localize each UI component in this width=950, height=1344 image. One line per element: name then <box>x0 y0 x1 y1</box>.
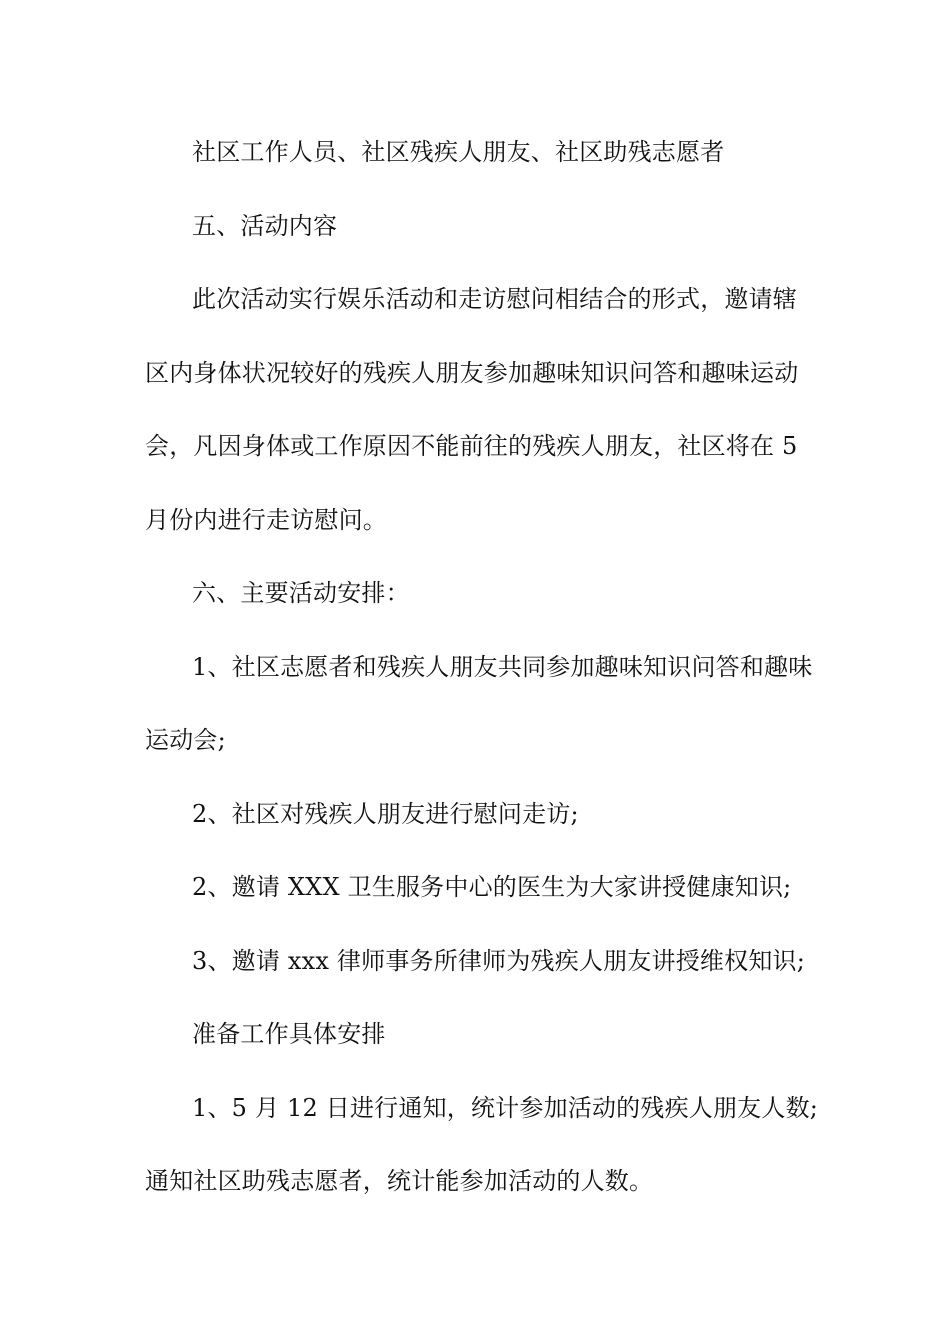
document-body <box>145 128 819 1231</box>
section-heading-preparation: 准备工作具体安排 <box>192 1020 386 1048</box>
section-heading-main-arrangements: 六、主要活动安排： <box>192 579 410 607</box>
paragraph-line-activity-2: 区内身体状况较好的残疾人朋友参加趣味知识问答和趣味运动 <box>145 358 799 387</box>
list-item-1-line-1: 1、社区志愿者和残疾人朋友共同参加趣味知识问答和趣味 <box>192 652 813 681</box>
paragraph-line-activity-4: 月份内进行走访慰问。 <box>145 505 387 534</box>
list-item-1-line-2: 运动会; <box>145 726 226 754</box>
section-heading-activity-content: 五、活动内容 <box>192 211 338 240</box>
list-item-2b: 2、邀请 XXX 卫生服务中心的医生为大家讲授健康知识; <box>192 873 792 901</box>
paragraph-line-activity-3: 会，凡因身体或工作原因不能前往的残疾人朋友，社区将在 5 <box>145 432 798 460</box>
paragraph-line-activity-1: 此次活动实行娱乐活动和走访慰问相结合的形式，邀请辖 <box>192 285 797 313</box>
preparation-item-1-line-2: 通知社区助残志愿者，统计能参加活动的人数。 <box>145 1167 654 1195</box>
preparation-item-1-line-1: 1、5 月 12 日进行通知，统计参加活动的残疾人朋友人数; <box>192 1093 819 1122</box>
list-item-2: 2、社区对残疾人朋友进行慰问走访; <box>192 799 579 828</box>
paragraph-line-participants: 社区工作人员、社区残疾人朋友、社区助残志愿者 <box>192 138 725 166</box>
list-item-3: 3、邀请 xxx 律师事务所律师为残疾人朋友讲授维权知识; <box>192 946 806 975</box>
